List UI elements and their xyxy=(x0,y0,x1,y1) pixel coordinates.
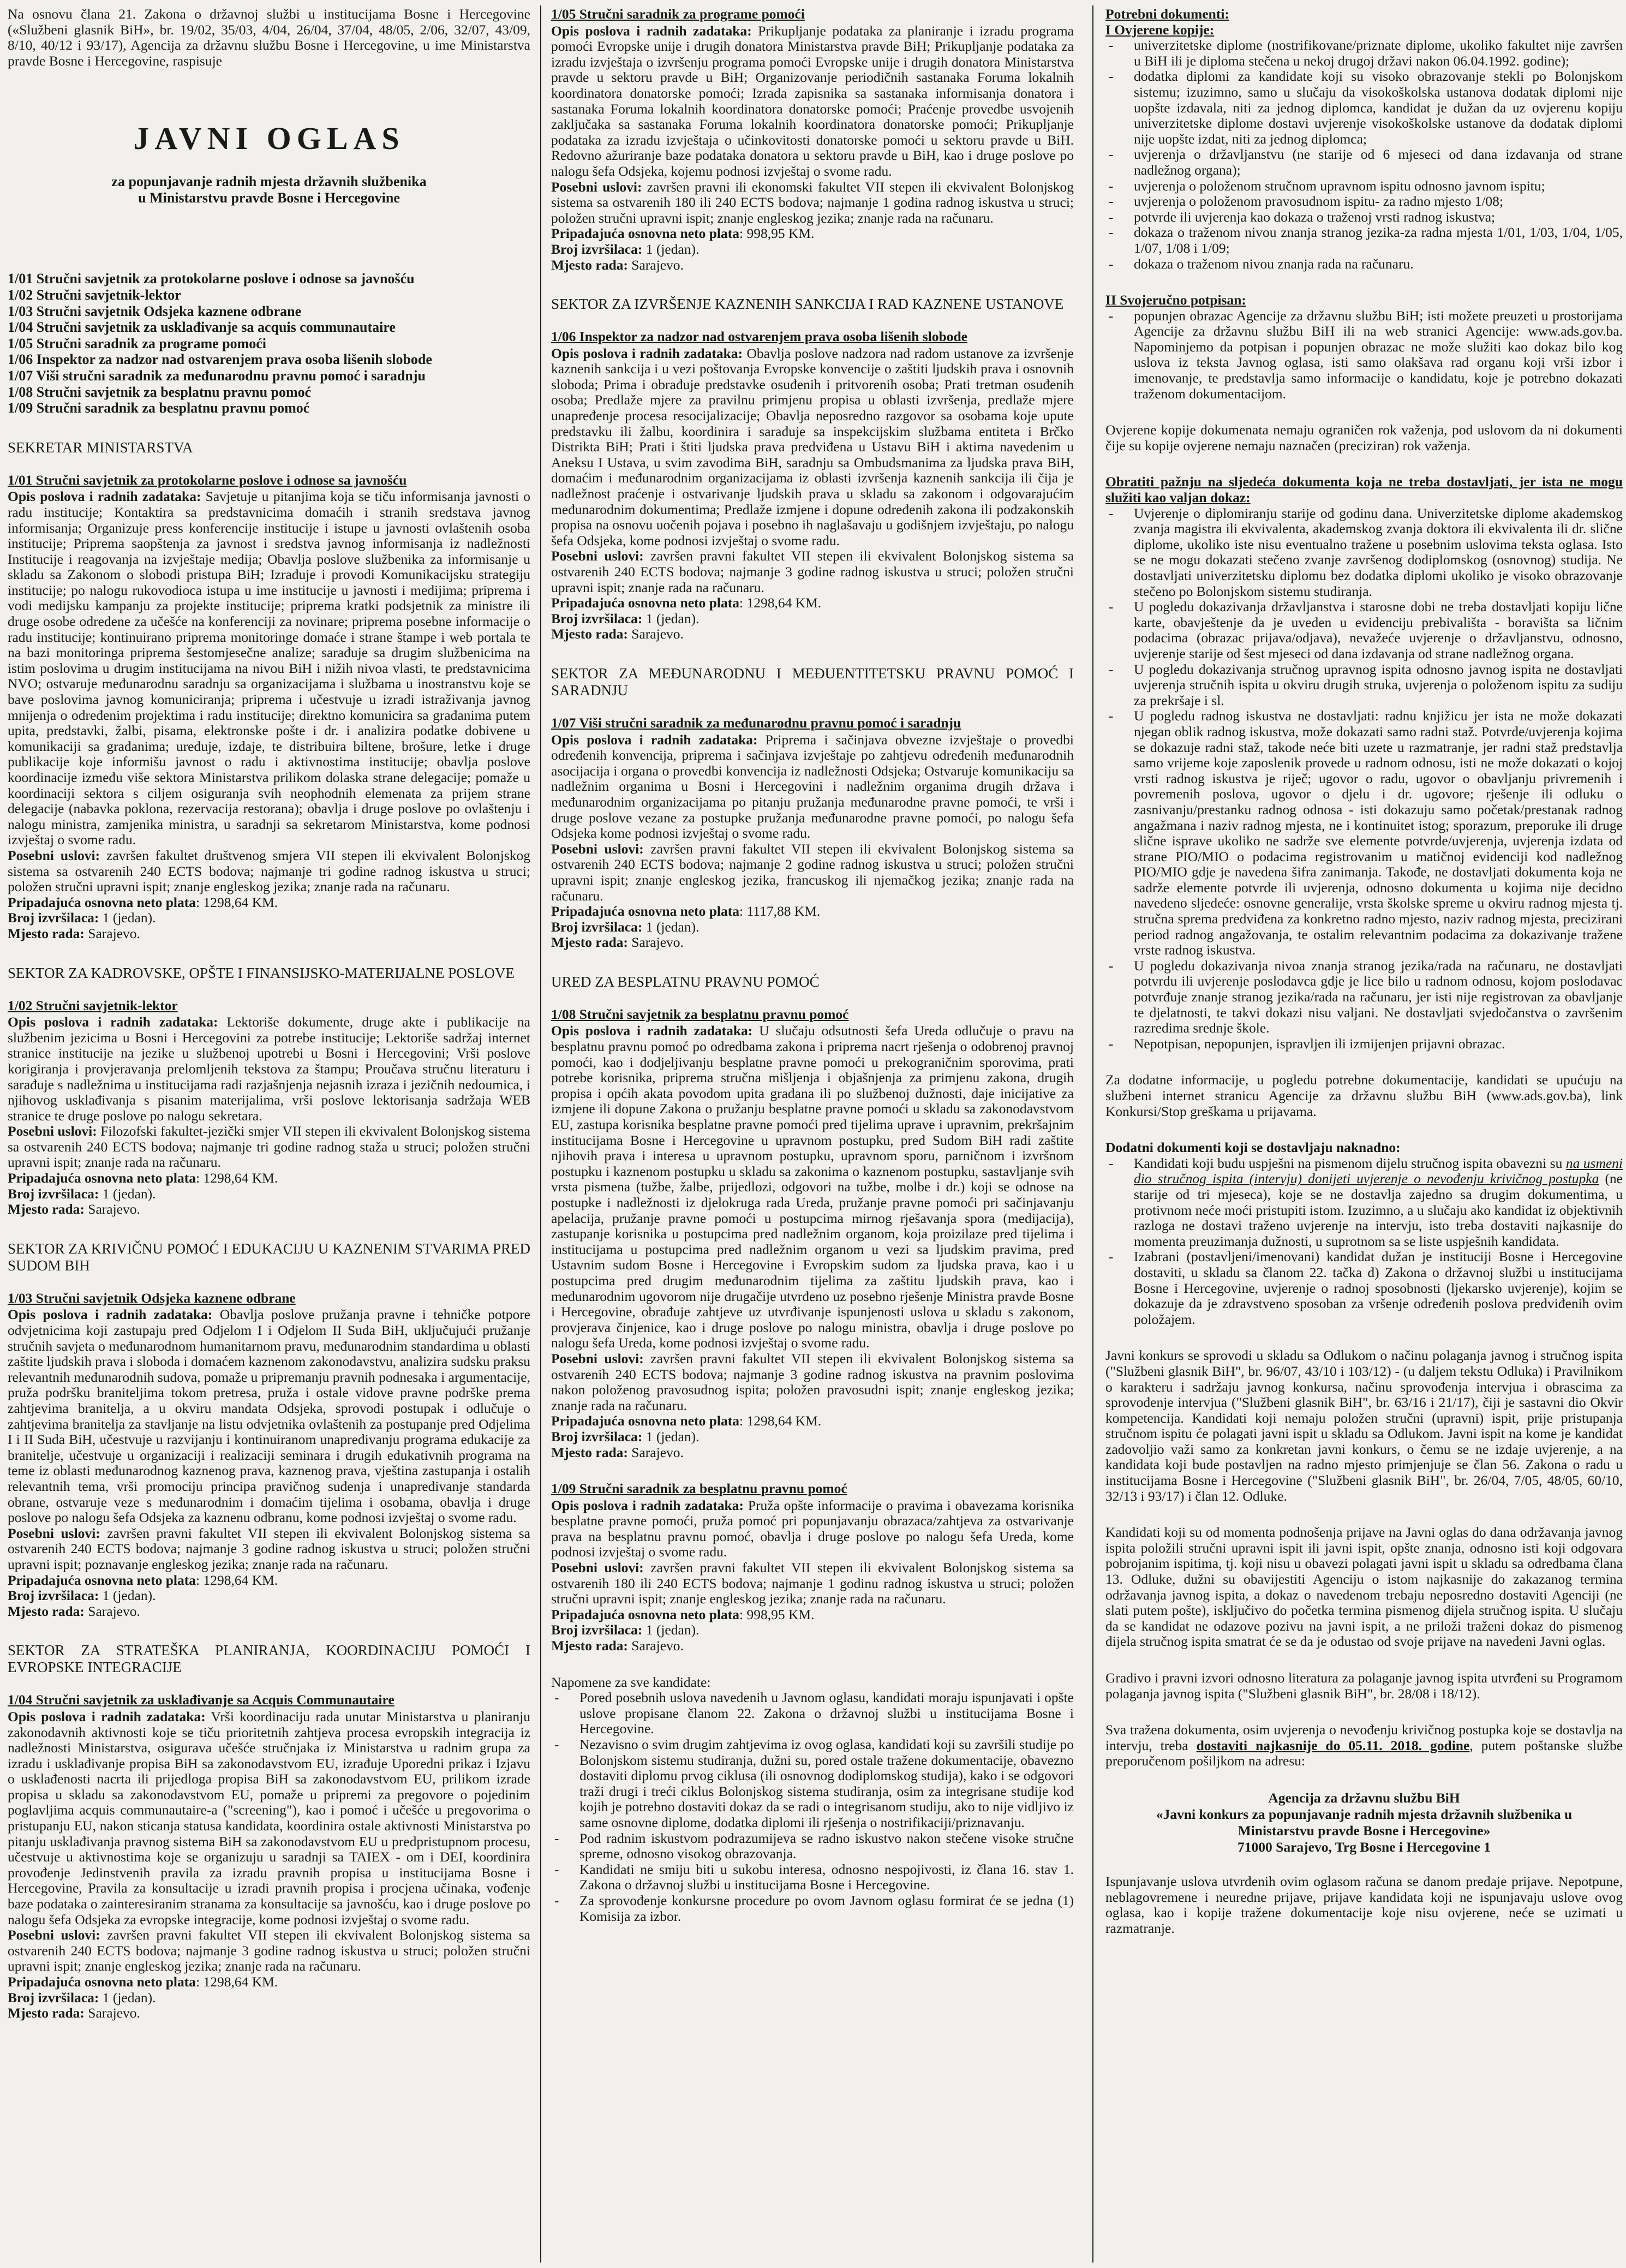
document-item: - potvrde ili uvjerenja kao dokaza o traženoj vrsti radnog iskustva; xyxy=(1105,210,1623,225)
position-conditions: Posebni uslovi: završen pravni fakultet VII stepen ili ekvivalent Bolonjskog sistema sa ostvarenih 240 ECTS bodova; najmanje 3 godine radnog iskustva u struci; položen stručni upravni ispit; poznavanje engleskog jezika; znanje rada na računaru. xyxy=(8,1525,530,1572)
position-1-03 xyxy=(8,1291,530,1619)
sector-heading: SEKTOR ZA MEĐUNARODNU I MEĐUENTITETSKU PRAVNU POMOĆ I SARADNJU xyxy=(551,665,1074,699)
position-place: Mjesto rada: Sarajevo. xyxy=(551,1638,684,1654)
document-item: - uvjerenja o položenom pravosudnom ispitu- za radno mjesto 1/08; xyxy=(1105,194,1623,210)
position-title: 1/03 Stručni savjetnik Odsjeka kaznene odbrane xyxy=(8,1290,296,1306)
position-place: Mjesto rada: Sarajevo. xyxy=(551,626,684,642)
position-1-07 xyxy=(551,715,1074,951)
position-salary: Pripadajuća osnovna neto plata: 1298,64 KM. xyxy=(8,1974,278,1990)
position-1-05 xyxy=(551,7,1074,273)
public-contest-paragraph: Javni konkurs se sprovodi u skladu sa Odlukom o načinu polaganja javnog i stručnog ispita ("Službeni glasnik BiH", br. 96/07, 43/10 i 103/12) - (u daljem tekstu Odluka) i Pravilnikom o karakteru i sadržaju javnog konkursa, načinu sprovođenja intervjua i obrascima za sprovođenje intervjua ("Službeni glasnik BiH", br. 63/16 i 21/17), čiji je sastavni dio Okvir kompetencija. Kandidati koji nemaju položen stručni (upravni) ispit, prije pristupanja stručnom ispitu će polagati javni ispit u skladu sa Odlukom. Javni ispit na kome je kandidat zadovoljio važi samo za konkretan javni konkurs, o čemu se ne izdaje uvjerenje, a na kandidata koji bude postavljen na radno mjesto primjenjuje se član 56. Zakona o radu u institucijama Bosne i Hercegovine ("Službeni glasnik BiH", br. 26/04, 7/05, 48/05, 60/10, 32/13 i 93/17) i član 12. Odluke. xyxy=(1105,1347,1623,1504)
document-subtitle: za popunjavanje radnih mjesta državnih službenika u Ministarstvu pravde Bosne i Hercegovine xyxy=(111,174,427,206)
position-item: 1/09 Stručni saradnik za besplatnu pravnu pomoć xyxy=(8,400,310,416)
position-item: 1/01 Stručni savjetnik za protokolarne poslove i odnose sa javnošću xyxy=(8,271,415,287)
position-duties: Opis poslova i radnih zadataka: U slučaju odsutnosti šefa Ureda odlučuje o pravu na besplatnu pravnu pomoć po odredbama zakona i priprema nacrt rješenja o odobrenoj pravnoj pomoći, kao i dodjeljivanju besplatne pravne pomoći u prekograničnim sporovima, prati potrebe korisnika, priprema stručna mišljenja i objašnjenja za primjenu zakona, drugih propisa i općih akata povodom upita građana ili po službenoj dužnosti, daje inicijative za izmjene ili dopune Zakona o pružanju besplatne pravne pomoći u skladu sa zakonodavstvom EU, zastupa korisnika besplatne pravne pomoći pred tijelima uprave i upravnim, prekršajnim institucijama Bosne i Hercegovine u upravnom postupku, pred Sudom BiH radi zaštite njihovih prava i interesa u upravnom postupku, upravnom sporu, parničnom i izvršnom postupku i kaznenom postupku u skladu sa zakonima o kaznenom postupku, sastavljanje svih vrsta pismena (tužbe, žalbe, prijedlozi, odgovori na tužbe, molbe i dr.) koji se odnose na postupke i nadležnosti iz djelokruga rada Ureda, pružanje pravne pomoći pri sačinjavanju apelacija, pružanje pravne pomoći u postupcima mirnog rješavanja spora (medijacija), zastupanje korisnika u postupcima pred nadležnim organom, koja proizilaze pred tijelima i institucijama u postupcima pred nadležnim organom u vezi sa ljudskim pravima, pred Ustavnim sudom Bosne i Hercegovine i Evropskim sudom za ljudska prava, kao i u postupcima pred drugim međunarodnim tijelima za zaštitu ljudskih prava, kao i međunarodnim ugovorom nije drugačije utvrđeno uz posebno rješenje Ministra pravde Bosne i Hercegovine, obrađuje zahtjeve uz utvrđivanje ispunjenosti uslova u skladu s zakonom, provjerava činjenice, kao i druge poslove po nalogu ministra, obavlja i druge poslove po nalogu šefa Ureda, kome podnosi izvještaj o svome radu. xyxy=(551,1023,1074,1351)
note-item: - Pod radnim iskustvom podrazumijeva se radno iskustvo nakon stečene visoke stručne spreme, odnosno visokog obrazovanja. xyxy=(551,1831,1074,1862)
later-document-item: - Izabrani (postavljeni/imenovani) kandidat dužan je instituciji Bosne i Hercegovine dostaviti, u skladu sa članom 22. tačka d) Zakona o državnoj službi u institucijama Bosne i Hercegovine, uvjerenje o radnoj sposobnosti (ljekarsko uvjerenje), kojim se dokazuje da je zdravstveno sposoban za vršenje određenih poslova predviđenih ovim položajem. xyxy=(1105,1249,1623,1327)
position-1-06 xyxy=(551,329,1074,642)
position-count: Broj izvršilaca: 1 (jedan). xyxy=(551,918,700,935)
position-count: Broj izvršilaca: 1 (jedan). xyxy=(8,1587,156,1604)
position-title: 1/09 Stručni saradnik za besplatnu pravnu pomoć xyxy=(551,1481,847,1497)
position-title: 1/06 Inspektor za nadzor nad ostvarenjem prava osoba lišenih slobode xyxy=(551,329,967,345)
position-place: Mjesto rada: Sarajevo. xyxy=(8,1603,140,1619)
position-item: 1/03 Stručni savjetnik Odsjeka kaznene odbrane xyxy=(8,303,302,319)
sector-heading: SEKTOR ZA KADROVSKE, OPŠTE I FINANSIJSKO-MATERIJALNE POSLOVE xyxy=(8,964,515,981)
position-conditions: Posebni uslovi: završen pravni ili ekonomski fakultet VII stepen ili ekvivalent Bolonjskog sistema sa ostvarenih 180 ili 240 ECTS bodova; najmanje 1 godina radnog iskustva u struci; položen stručni upravni ispit; znanje engleskog jezika; znanje rada na računaru. xyxy=(551,178,1074,226)
document-item: - dokaza o traženom nivou znanja stranog jezika-za radna mjesta 1/01, 1/03, 1/04, 1/05, 1/07, 1/08 i 1/09; xyxy=(1105,225,1623,256)
position-salary: Pripadajuća osnovna neto plata: 1298,64 KM. xyxy=(551,595,822,611)
position-duties: Opis poslova i radnih zadataka: Prikupljanje podataka za planiranje i izradu programa pomoći Evropske unije i drugih donatora Ministarstva pravde BiH; Prikupljanje podataka za izradu izvještaja o izvršenju programa pomoći Evropske unije i drugih donatora Ministarstva pravde u sektoru pravde u BiH; Organizovanje periodičnih sastanaka Foruma lokalnih koordinatora donatorske pomoći; Izrada zapisnika sa sastanaka informisanja donatora i sastanaka Foruma lokalnih koordinatora donatorske pomoći; Praćenje provedbe usvojenih zaključaka sa sastanaka Foruma lokalnih koordinatora donatorske pomoći; Prikupljanje podataka za izradu izvještaja o učinkovitosti donatorske pomoći u sektoru pravde u BiH. Redovno ažuriranje baze podataka donatora u sektoru pravde u BiH, kao i druge poslove po nalogu šefa Odsjeka, kojemu podnosi izvještaj o svome radu. xyxy=(551,22,1074,179)
certified-copies-note: Ovjerene kopije dokumenata nemaju ograničen rok važenja, pod uslovom da ni dokumenti čije su kopije ovjerene nemaju naznačen (preciziran) rok važenja. xyxy=(1105,422,1623,453)
position-title: 1/07 Viši stručni saradnik za međunarodnu pravnu pomoć i saradnju xyxy=(551,714,961,731)
position-duties: Opis poslova i radnih zadataka: Lektoriše dokumente, druge akte i publikacije na službenim jezicima u Bosni i Hercegovini za potrebe institucije; Lektoriše sadržaj internet stranice institucije na jezike u službenoj upotrebi u Bosni i Hercegovini; Vrši poslove korigiranja i provjeravanja prelomljenih tekstova za štampu; Proučava stručnu literaturu i sarađuje s nadležnima u institucijama radi razjašnjenja nejasnih izraza i jezičnih nedoumica, i njihovog usklađivanja s pisanim materijalima, vrši poslove lektorisanja sadržaja WEB stranice te druge poslove po nalogu sekretara. xyxy=(8,1014,530,1124)
later-documents-heading: Dodatni dokumenti koji se dostavljaju naknadno: xyxy=(1105,1139,1401,1156)
document-item: - uvjerenja o državljanstvu (ne starije od 6 mjeseci od dana izdavanja od strane nadležnog organa); xyxy=(1105,147,1623,178)
position-place: Mjesto rada: Sarajevo. xyxy=(551,934,684,951)
position-conditions: Posebni uslovi: završen fakultet društvenog smjera VII stepen ili ekvivalent Bolonjskog sistema sa ostvarenih 240 ECTS bodova; najmanje tri godine radnog iskustva u struci; položen stručni upravni ispit; znanje engleskog jezika; znanje rada na računaru. xyxy=(8,847,530,895)
deadline-paragraph: Sva tražena dokumenta, osim uvjerenja o nevođenju krivičnog postupka koje se dostavlja na intervju, treba dostaviti najkasnije do 05.11. 2018. godine, putem poštanske službe preporučenom pošiljkom na adresu: xyxy=(1105,1722,1623,1769)
position-conditions: Posebni uslovi: završen pravni fakultet VII stepen ili ekvivalent Bolonjskog sistema sa ostvarenih 240 ECTS bodova; najmanje 2 godine radnog iskustva u struci; položen stručni upravni ispit; znanje engleskog jezika, francuskog ili njemačkog jezika; znanje rada na računaru. xyxy=(551,840,1074,904)
position-place: Mjesto rada: Sarajevo. xyxy=(8,2005,140,2021)
position-title: 1/01 Stručni savjetnik za protokolarne poslove i odnose sa javnošću xyxy=(8,471,407,488)
position-conditions: Posebni uslovi: Filozofski fakultet-jezički smjer VII stepen ili ekvivalent Bolonjskog sistema sa ostvarenih 240 ECTS bodova; najmanje tri godine radnog staža u struci; položen stručni upravni ispit; znanje rada na računaru. xyxy=(8,1123,530,1171)
position-salary: Pripadajuća osnovna neto plata: 998,95 KM. xyxy=(551,1606,815,1622)
position-conditions: Posebni uslovi: završen pravni fakultet VII stepen ili ekvivalent Bolonjskog sistema sa ostvarenih 180 ili 240 ECTS bodova; najmanje 1 godinu radnog iskustva u struci; položen stručni upravni ispit; znanje engleskog jezika; znanje rada na računaru. xyxy=(551,1560,1074,1607)
sector-heading: SEKTOR ZA KRIVIČNU POMOĆ I EDUKACIJU U KAZNENIM STVARIMA PRED SUDOM BIH xyxy=(8,1240,530,1274)
position-title: 1/08 Stručni savjetnik za besplatnu pravnu pomoć xyxy=(551,1006,849,1022)
position-conditions: Posebni uslovi: završen pravni fakultet VII stepen ili ekvivalent Bolonjskog sistema sa ostvarenih 240 ECTS bodova; najmanje 3 godine radnog iskustva u struci; položen stručni upravni ispit; znanje engleskog jezika; znanje rada na računaru. xyxy=(8,1927,530,1974)
position-duties: Opis poslova i radnih zadataka: Vrši koordinaciju rada unutar Ministarstva u planiranju zakonodavnih aktivnosti koje se tiču prioritetnih zahtjeva procesa evropskih integracija iz nadležnosti Ministarstva, osigurava učešće stručnjaka iz Ministarstva u radnim grupa za izradu i usklađivanje propisa BiH sa zakonodavstvom EU, izrađuje Uporedni prikaz i Izjavu o usklađenosti nacrta ili prijedloga propisa BiH sa zakonodavstvom EU, prilikom izrade propisa u skladu sa zakonodavstvom EU, pomaže u pripremi za pregovore o pojedinim poglavljima acquis communautaire-a ("screening"), kao i pomoć i učešće u pregovorima o pristupanju EU, nakon sticanja statusa kandidata, koordinira ostale aktivnosti Ministarstva po pitanju usklađivanja pravnog sistema BiH sa zakonodavstvom EU u predpristupnom procesu, učestvuje u aktivnostima koje se organizuju u saradnji sa TAIEX - om i DEI, koordinira provođenje Jedinstvenih pravila za izradu pravnih propisa u institucijama Bosne i Hercegovine, Pravila za konsultacije u izradi pravnih propisa i procjena učinaka, vođenje baze podataka o zainteresiranim stranama za konsultacije sa javnošću, kao i druge poslove po nalogu šefa Odsjeka za evropske integracije, kome podnosi izvještaj o svome radu. xyxy=(8,1708,530,1927)
document-title: JAVNI OGLAS xyxy=(133,121,405,157)
position-1-09 xyxy=(551,1481,1074,1654)
position-duties: Opis poslova i radnih zadataka: Obavlja poslove pružanja pravne i tehničke potpore odvjetnicima koji zastupaju pred Odjelom I i Odjelom II Suda BiH, uključujući pružanje stručnih savjeta o međunarodnom humanitarnom pravu, međunarodnim standardima u oblasti zaštite ljudskih prava i sloboda i domaćem kaznenom zakonodavstvu, analizira sudsku praksu relevantnih međunarodnih sudova, pomaže u pripremanju pravnih podnesaka i argumentacije, pruža podršku braniteljima tokom pretresa, pruža i ostale vidove pravne podrške prema zahtjevima branitelja, a u okviru mandata Odsjeka, sprovodi postupak i odlučuje o zahtjevima branitelja za stavljanje na listu odvjetnika ovlaštenih za postupanje pred Odjelima I i II Suda BiH, učestvuje u razvijanju i kontinuiranom unapređivanju programa edukacije za branitelje, učestvuje u organizaciji i realizaciji seminara i drugih edukativnih programa na teme iz oblasti međunarodnog kaznenog prava, kaznenog prava, vještina zastupanja i ostalih relevantnih tema, vrši promociju principa pravičnog suđenja i unapređivanje standarda obrane, ostvaruje veze s međunarodnim i domaćim tijelima i osobama, obavlja i druge poslove po nalogu šefa Odsjeka za kaznenu odbranu, kome podnosi izvještaj o svome radu. xyxy=(8,1306,530,1526)
position-count: Broj izvršilaca: 1 (jedan). xyxy=(551,241,700,257)
position-item: 1/04 Stručni savjetnik za usklađivanje sa acquis communautaire xyxy=(8,319,396,336)
position-1-08 xyxy=(551,1007,1074,1460)
later-documents xyxy=(1105,1140,1623,1327)
invalid-documents-heading: Obratiti pažnju na sljedeća dokumenta koja ne treba dostavljati, jer ista ne mogu služiti kao valjan dokaz: xyxy=(1105,474,1623,506)
required-documents-heading: Potrebni dokumenti: xyxy=(1105,7,1229,22)
note-item: - Za sprovođenje konkursne procedure po ovom Javnom oglasu formirat će se jedna (1) Komisija za izbor. xyxy=(551,1893,1074,1924)
invalid-document-item: - Nepotpisan, nepopunjen, ispravljen ili izmijenjen prijavni obrazac. xyxy=(1105,1036,1623,1052)
document-item: - dodatka diplomi za kandidate koji su visoko obrazovanje stekli po Bolonjskom sistemu; izuzimno, samo u slučaju da visokoškolska ustanova dodatak diplomi nije uopšte izdavala, niti za jednog diplomca, kandidat je dužan da uz ovjerenu kopiju univerzitetske diplome dostavi uvjerenje visokoškolske ustanove da dodatak diplomi nije uopšte izdat, niti za jednog diplomca; xyxy=(1105,69,1623,147)
position-count: Broj izvršilaca: 1 (jedan). xyxy=(551,1428,700,1445)
sector-heading: SEKRETAR MINISTARSTVA xyxy=(8,439,193,456)
later-document-item: - Kandidati koji budu uspješni na pismenom dijelu stručnog ispita obavezni su na usmeni dio stručnog ispita (intervju) donijeti uvjerenje o nevođenju krivičnog postupka (ne starije od tri mjeseca), koje se ne dostavlja zajedno sa drugim dokumentima, u protivnom neće moći pristupiti istom. Izuzimno, a u slučaju ako kandidat iz objektivnih razloga ne dostavi traženo uvjerenje na intervju, isto treba dostaviti najkasnije do momenta preuzimanja dužnosti, u suprotnom sa se liste uspješnih kandidata. xyxy=(1105,1156,1623,1250)
invalid-document-item: - Uvjerenje o diplomiranju starije od godinu dana. Univerzitetske diplome akademskog zvanja magistra ili ekvivalenta, akademskog zvanja doktora ili ekvivalenta ili dr. slične diplome, ukoliko iste nisu eventualno tražene u posebnim uslovima teksta oglasa. Isto se ne mogu dokazati stečeno zvanje završenog dodiplomskog (osnovnog) studija. Ne dostavljati univerzitetsku diplomu bez dodatka diplomi ukoliko je visoko obrazovanje stečeno po Bolonjskom sistemu studiranja. xyxy=(1105,506,1623,600)
column-right xyxy=(1105,7,1623,2260)
position-item: 1/06 Inspektor za nadzor nad ostvarenjem prava osoba lišenih slobode xyxy=(8,351,432,368)
deadline-date: dostaviti najkasnije do 05.11. 2018. godine xyxy=(1196,1737,1470,1753)
position-place: Mjesto rada: Sarajevo. xyxy=(8,925,140,941)
position-duties: Opis poslova i radnih zadataka: Priprema i sačinjava obvezne izvještaje o provedbi određenih konvencija, priprema i sačinjava izvještaje po zahtjevu određenih međunarodnih asocijacija i organa o provedbi konvencija iz nadležnosti Odsjeka; Ostvaruje komunikaciju sa nadležnim organima u Bosni i Hercegovini i nadležnim organima drugih država i međunarodnim organizacijama po pitanju pružanja međunarodne pravne pomoći, te vrši i druge poslove vezane za postupke pružanja međunarodne pravne pomoći, po nalogu šefa Odsjeka kome podnosi izvještaj o svome radu. xyxy=(551,731,1074,841)
position-count: Broj izvršilaca: 1 (jedan). xyxy=(8,1989,156,2006)
position-1-01 xyxy=(8,473,530,942)
position-title: 1/04 Stručni savjetnik za usklađivanje sa Acquis Communautaire xyxy=(8,1692,394,1708)
column-left xyxy=(8,7,530,2260)
document-item: - popunjen obrazac Agencije za državnu službu BiH; isti možete preuzeti u prostorijama Agencije za državnu službu BiH ili na web stranici Agencije: www.ads.gov.ba. Napominjemo da potpisan i popunjen obrazac ne može služiti kao dokaz bilo kog uslova iz teksta Javnog oglasa, isti samo olakšava rad organu koji vrši izbor i imenovanje, te predstavlja samo informacije o kandidatu, koje je potrebno dokazati traženom dokumentacijom. xyxy=(1105,308,1623,402)
sector-heading: SEKTOR ZA STRATEŠKA PLANIRANJA, KOORDINACIJU POMOĆI I EVROPSKE INTEGRACIJE xyxy=(8,1642,530,1676)
position-title: 1/02 Stručni savjetnik-lektor xyxy=(8,997,178,1013)
column-divider xyxy=(540,5,541,2263)
position-conditions: Posebni uslovi: završen pravni fakultet VII stepen ili ekvivalent Bolonjskog sistema sa ostvarenih 240 ECTS bodova; najmanje 3 godine radnog iskustva na pravnim poslovima nakon položenog pravosudnog ispita; položen pravosudni ispit; znanje engleskog jezika; znanje rada na računaru. xyxy=(551,1350,1074,1413)
position-conditions: Posebni uslovi: završen pravni fakultet VII stepen ili ekvivalent Bolonjskog sistema sa ostvarenih 240 ECTS bodova; najmanje 3 godine radnog iskustva u struci; položen stručni upravni ispit; znanje rada na računaru. xyxy=(551,548,1074,595)
note-item: - Nezavisno o svim drugim zahtjevima iz ovog oglasa, kandidati koji su završili studije po Bolonjskom sistemu studiranja, dužni su, pored ostale tražene dokumentacije, obavezno dostaviti diplomu prvog ciklusa (ili osnovnog dodiplomskog studija), kako i se odgovori traži drugi i treći ciklus Bolonjskog sistema studiranja, osim za integrisane studije kod kojih je potrebno dostaviti dokaz da se radi o integrisanom studiju, ako to nije vidljivo iz same osnovne diplome, dodatka diplomi ili rješenja o nostrifikaciji/priznavanju. xyxy=(551,1737,1074,1831)
position-salary: Pripadajuća osnovna neto plata: 1298,64 KM. xyxy=(8,894,278,910)
position-salary: Pripadajuća osnovna neto plata: 1117,88 KM. xyxy=(551,903,821,920)
required-documents xyxy=(1105,7,1623,453)
additional-info: Za dodatne informacije, u pogledu potrebne dokumentacije, kandidati se upućuju na službeni internet stranicu Agencije za državnu službu BiH (www.ads.gov.ba), link Konkursi/Stop greškama u prijavama. xyxy=(1105,1072,1623,1119)
column-divider xyxy=(1092,5,1093,2263)
position-duties: Opis poslova i radnih zadataka: Obavlja poslove nadzora nad radom ustanove za izvršenje kaznenih sankcija i u vezi poštovanja Evropske konvencije o zaštiti ljudskih prava i osnovnih sloboda; Prima i obrađuje predstavke osuđenih i pritvorenih osoba; Prati tretman osuđenih osoba; Predlaže mjere za pravilnu primjenu propisa u oblasti izvršenja, predlaže mjere unapređenje procesa resocijalizacije; Obavlja neposredno razgovor sa osobama koje upute predstavku ili žalbu, koordinira i sarađuje sa inspekcijskim službama entiteta i Brčko Distrikta BiH; Prati i štiti ljudska prava predviđena u Ustavu BiH i aktima navedenim u Aneksu I Ustava, u svim zavodima BiH, saradnju sa Ombudsmanima za ljudska prava BiH, domaćim i međunarodnim organizacijama iz oblasti izvršenja kaznenih sankcija ili čija je nadležnost praćenje i ostvarivanje ljudskih prava u skladu sa zakonom i odgovarajućim međunarodnim dokumentima; Predlaže izmjene i dopune određenih zakona ili podzakonskih propisa na osnovu uočenih pojava i posebno ih naglašavaju u godišnjem izvještaju, po nalogu šefa Odsjeka, kome podnosi izvještaj o svome radu. xyxy=(551,345,1074,548)
note-item: - Pored posebnih uslova navedenih u Javnom oglasu, kandidati moraju ispunjavati i opšte uslove propisane članom 22. Zakona o državnoj službi u institucijama Bosne i Hercegovine. xyxy=(551,1690,1074,1737)
position-salary: Pripadajuća osnovna neto plata: 1298,64 KM. xyxy=(8,1572,278,1588)
position-salary: Pripadajuća osnovna neto plata: 998,95 KM. xyxy=(551,225,815,242)
position-salary: Pripadajuća osnovna neto plata: 1298,64 KM. xyxy=(8,1170,278,1186)
position-place: Mjesto rada: Sarajevo. xyxy=(551,1444,684,1460)
literature-paragraph: Gradivo i pravni izvori odnosno literatura za polaganje javnog ispita utvrđeni su Programom polaganja javnog ispita ("Službeni glasnik BiH", br. 28/08 i 18/12). xyxy=(1105,1670,1623,1702)
position-duties: Opis poslova i radnih zadataka: Savjetuje u pitanjima koja se tiču informisanja javnosti o radu institucije; Kontaktira sa predstavnicima domaćih i stranih sredstava javnog informisanja; Organizuje press konferencije institucije i istupe u javnosti ovlaštenih osoba institucije; Priprema saopštenja za javnost i sredstva javnog informisanja iz nadležnosti Institucije i reagovanja na izvještaje medija; Obavlja poslove službenika za informisanje u skladu sa Zakonom o slobodi pristupa BiH; Izrađuje i provodi Komunikacijsku strategiju institucije; po nalogu rukovodioca istupa u ime institucije u javnosti i medijima; priprema i vodi medijsku kampanju za projekte institucije; priprema kratki podsjetnik za ministre ili druge osobe određene za učešće na konferenciji za novinare; priprema posebne informacije o radu institucije; kontinuirano priprema monitoringe domaće i strane štampe i web portala te na bazi monitoringa priprema šestomjesečne analize; sarađuje sa drugim službenicima na istim poslovima u drugim institucijama na nivou BiH i nižih nivoa vlasti, te predstavnicima NVO; ostvaruje međunarodnu saradnju sa organizacijama i službama u inostranstvu koje se bave poslovima javnog komuniciranja; priprema i učestvuje u izradi istraživanja javnog mnijenja o određenim projektima i radu institucije; direktno komunicira sa građanima putem upita, predstavki, žalbi, pisama, elektronske pošte i dr. i analizira podatke dobivene u komunikaciji sa građanima; uređuje, izdaje, te distribuira biltene, brošure, letke i druge publikacije koje informišu javnost o radu i aktivnostima institucije; obavlja poslove koordinacije između više sektora Ministarstva prilikom dolaska strane delegacije; pomaže u koordinaciji sektora s ciljem osiguranja svih neophodnih elemenata za prijem strane delegacije (nabavka poklona, rezervacija restorana); obavlja i druge poslove po ovlaštenju i nalogu ministra, zamjenika ministra, u saradnji sa sekretarom Ministarstva, kome podnosi izvještaj o svome radu. xyxy=(8,488,530,848)
invalid-document-item: - U pogledu dokazivanja nivoa znanja stranog jezika/rada na računaru, ne dostavljati potvrdu ili uvjerenje poslodavca gdje je lice bilo u radnom odnosu, kojom poslodavac potvrđuje znanje stranog jezika/rada na računaru, jer isti nije registrovan za obavljanje te djelatnosti, te takvi dokazi nisu valjani. Ne dostavljati svjedočanstva o završenim razredima srednje škole. xyxy=(1105,958,1623,1036)
column-middle xyxy=(551,7,1074,2260)
position-place: Mjesto rada: Sarajevo. xyxy=(551,256,684,273)
invalid-document-item: - U pogledu dokazivanja stručnog upravnog ispita odnosno javnog ispita ne dostavljati uvjerenja stručnih ispita u okviru drugih struka, uvjerenja o položenom ispitu za sudiju za prekršaje i sl. xyxy=(1105,662,1623,709)
position-item: 1/07 Viši stručni saradnik za međunarodnu pravnu pomoć i saradnju xyxy=(8,367,426,384)
document-item: - uvjerenja o položenom stručnom upravnom ispitu odnosno javnom ispitu; xyxy=(1105,178,1623,194)
mailing-address: Agencija za državnu službu BiH «Javni konkurs za popunjavanje radnih mjesta državnih službenika u Ministarstvu pravde Bosne i Hercegovine» 71000 Sarajevo, Trg Bosne i Hercegovine 1 xyxy=(1156,1789,1573,1855)
note-item: - Kandidati ne smiju biti u sukobu interesa, odnosno nespojivosti, iz člana 16. stav 1. Zakona o državnoj službi u institucijama Bosne i Hercegovine. xyxy=(551,1862,1074,1893)
document-item: - univerzitetske diplome (nostrifikovane/priznate diplome, ukoliko fakultet nije završen u BiH ili je diploma stečena u nekoj drugoj državi nakon 06.04.1992. godine); xyxy=(1105,38,1623,69)
sector-heading: SEKTOR ZA IZVRŠENJE KAZNENIH SANKCIJA I RAD KAZNENE USTANOVE xyxy=(551,296,1064,313)
signed-form-heading: II Svojeručno potpisan: xyxy=(1105,292,1246,308)
position-count: Broj izvršilaca: 1 (jedan). xyxy=(8,910,156,926)
document-item: - dokaza o traženom nivou znanja rada na računaru. xyxy=(1105,256,1623,272)
notes-section xyxy=(551,1675,1074,1925)
invalid-document-item: - U pogledu dokazivanja državljanstva i starosne dobi ne treba dostavljati kopiju lične karte, obavještenje da je uveden u evidenciju prebivališta - boravišta sa ličnim podacima (obrazac prijava/odjava), nevažeće uvjerenje o državljanstvu, odnosno, uvjerenje starije od šest mjeseci od dana izdavanja od strane nadležnog organa. xyxy=(1105,599,1623,661)
position-duties: Opis poslova i radnih zadataka: Pruža opšte informacije o pravima i obavezama korisnika besplatne pravne pomoći, pruža pomoć pri popunjavanju obrazaca/zahtjeva za ostvarivanje prava na besplatnu pravnu pomoć, obavlja i druge poslove po nalogu šefa Ureda, kome podnosi izvještaj o svome radu. xyxy=(551,1497,1074,1560)
position-count: Broj izvršilaca: 1 (jedan). xyxy=(551,610,700,626)
intro-paragraph: Na osnovu člana 21. Zakona o državnoj službi u institucijama Bosne i Hercegovine («Službeni glasnik BiH», br. 19/02, 35/03, 4/04, 26/04, 37/04, 48/05, 2/06, 32/07, 43/09, 8/10, 40/12 i 93/17), Agencija za državnu službu Bosne i Hercegovine, u ime Ministarstva pravde Bosne i Hercegovine, raspisuje xyxy=(8,7,530,69)
position-1-04 xyxy=(8,1692,530,2021)
position-item: 1/08 Stručni savjetnik za besplatnu pravnu pomoć xyxy=(8,384,312,400)
positions-list xyxy=(8,271,530,416)
invalid-document-item: - U pogledu radnog iskustva ne dostavljati: radnu knjižicu jer ista ne može dokazati njegan oblik radnog iskustva, može dokazati samo radni staž. Potvrde/uvjerenja kojima se dokazuje radni staž, takođe neće biti uzete u razmatranje, jer radni staž predstavlja samo vrijeme koje zaposlenik provede u radnom odnosu, isti ne može dokazati o kojoj vrsti radnog iskustva je riječ; ugovor o radu, ugovor o obavljanju privremenih i povremenih poslova, ugovor o djelu i dr. ugovore; rješenje ili odluku o zasnivanju/prestanku radnog odnosa - isti dokazuju samo početak/prestanak radnog angažmana i naziv radnog mjesta, ne i kontinuitet istog; sporazum, preporuke ili druge slične isprave ukoliko ne sadrže sve elemente potvrde/uvjerenja, uvjerenja izdata od strane PIO/MIO o podacima registrovanim u matičnoj evidenciji kod nadležnog PIO/MIO gdje je navedena šifra zanimanja. Takođe, ne dostavljati dokumenta koja ne sadrže elemente potvrde ili uvjerenja, odnosno dokumenta u kojima nije decidno navedeno sljedeće: osnovne generalije, vrsta školske spreme u okviru radnog mjesta tj. stručna sprema predviđena za konkretno radno mjesto, naziv radnog mjesta, precizirani period radnog angažovanja, te ostalim relevantnim podacima za dokazivanje tražene vrste radnog iskustva. xyxy=(1105,708,1623,958)
position-place: Mjesto rada: Sarajevo. xyxy=(8,1201,140,1217)
position-count: Broj izvršilaca: 1 (jedan). xyxy=(551,1622,700,1638)
position-1-02 xyxy=(8,998,530,1217)
position-title: 1/05 Stručni saradnik za programe pomoći xyxy=(551,7,805,22)
sector-heading: URED ZA BESPLATNU PRAVNU POMOĆ xyxy=(551,973,820,990)
notes-heading: Napomene za sve kandidate: xyxy=(551,1674,711,1690)
position-count: Broj izvršilaca: 1 (jedan). xyxy=(8,1185,156,1202)
position-item: 1/05 Stručni saradnik za programe pomoći xyxy=(8,335,267,351)
candidates-paragraph: Kandidati koji su od momenta podnošenja prijave na Javni oglas do dana održavanja javnog ispita položili stručni upravni ispit ili javni ispit, opšte znanja, odnosno isti koji odgovara pobrojanim ispitima, tj. koji nisu u obavezi polagati javni ispit u skladu sa odredbama člana 13. Odluke, dužni su obavijestiti Agenciju o istom najkasnije do zakazanog termina održavanja javnog ispita, a dokaz o navedenom trebaju neposredno dostaviti Agenciji (ne slati putem pošte), isključivo do početka termina pismenog dijela stručnog ispita. U slučaju da se kandidat ne odazove pozivu na javni ispit, a ne priloži traženi dokaz do pismenog dijela stručnog ispita smatrat će se da je odustao od svoje prijave na navedeni Javni oglas. xyxy=(1105,1524,1623,1650)
certified-copies-heading: I Ovjerene kopije: xyxy=(1105,21,1215,38)
closing-paragraph: Ispunjavanje uslova utvrđenih ovim oglasom računa se danom predaje prijave. Nepotpune, neblagovremene i neuredne prijave, prijave kandidata koji ne ispunjavaju uslove ovog oglasa, kao i kopije tražene dokumentacije koje nisu ovjerene, neće se uzimati u razmatranje. xyxy=(1105,1873,1623,1936)
position-item: 1/02 Stručni savjetnik-lektor xyxy=(8,287,181,303)
invalid-documents xyxy=(1105,474,1623,1052)
position-salary: Pripadajuća osnovna neto plata: 1298,64 KM. xyxy=(551,1413,822,1429)
